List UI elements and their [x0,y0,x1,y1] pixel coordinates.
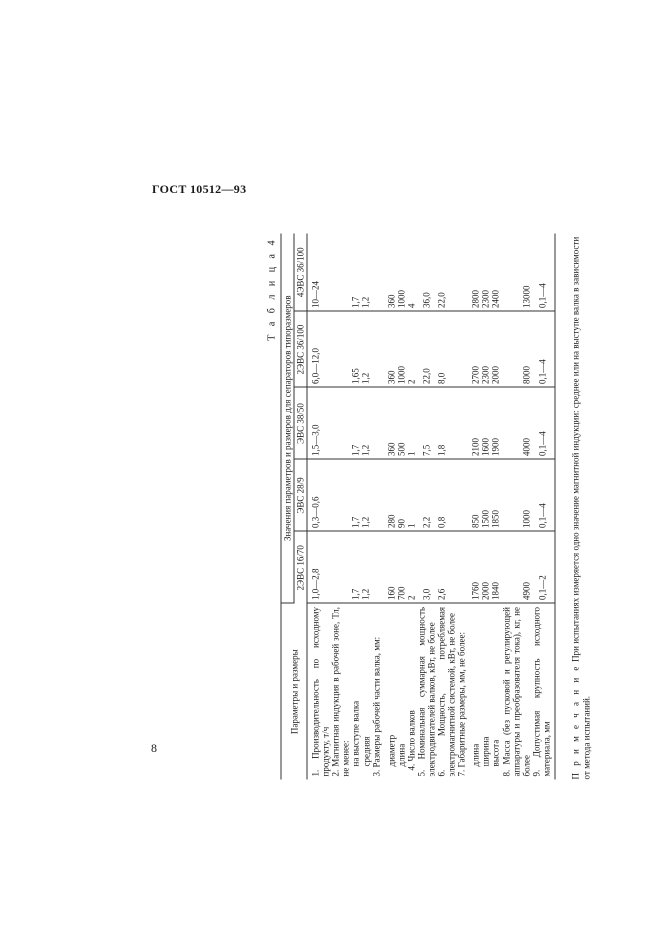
cell-value: 0,3—0,6 [307,460,331,532]
table-row [437,233,457,779]
cell-value: 1500 [480,510,491,528]
cell-value: 700 [396,586,407,600]
type-header: 4ЭВС 36/100 [294,233,307,311]
cell-value: 2400 [490,290,501,308]
cell-value: 1,7 [350,444,361,456]
cell-value: 7,5 [416,388,436,460]
cell-value: 1900 [490,438,501,456]
cell-value: 13000 [501,233,531,311]
cell-value: 1,2 [360,444,371,456]
row-label: 7. Габаритные размеры, мм, не более: [456,632,467,777]
table-row [371,233,406,779]
row-label: 9. Допустимая крупность исходного материала, мм [531,607,552,777]
param-column-header: Параметры и размеры [281,604,307,780]
cell-value: 1840 [490,582,501,600]
cell-value: 2000 [490,366,501,384]
cell-value: 1 [406,388,416,460]
cell-value: 850 [470,514,481,528]
row-label: 5. Номинальная суммарная мощность электродвигателей валков, кВт, не более [416,607,437,777]
table-row [406,233,416,779]
table-row [531,233,555,779]
cell-value: 1760 [470,582,481,600]
table-row [501,233,531,779]
table-row [331,233,371,779]
cell-value: 2300 [480,366,491,384]
table-title: Т а б л и ц а 4 [266,237,278,341]
cell-value: 500 [396,442,407,456]
cell-value: 1000 [396,366,407,384]
cell-value: 0,1—4 [531,388,555,460]
cell-value: 3,0 [416,532,436,604]
cell-value: 1,5—3,0 [307,388,331,460]
cell-value: 1,2 [360,372,371,384]
cell-value: 1,7 [350,296,361,308]
cell-value: 1,65 [350,368,361,384]
cell-value: 1000 [396,290,407,308]
row-label: 2. Магнитная индукция в рабочей зоне, Тл, не менее: [330,607,351,777]
table-row [416,233,436,779]
cell-value: 22,0 [416,312,436,388]
cell-value: 2 [406,532,416,604]
cell-value: 1 [406,460,416,532]
cell-value: 1850 [490,510,501,528]
cell-value: 8000 [501,312,531,388]
cell-value: 10—24 [307,233,331,311]
cell-value: 1,2 [360,296,371,308]
cell-value: 4900 [501,532,531,604]
cell-value: 360 [386,294,397,308]
type-header: ЭВС 28/9 [294,460,307,532]
cell-value: 6,0—12,0 [307,312,331,388]
cell-value: 2700 [470,366,481,384]
page-number: 8 [151,741,157,755]
row-label: 3. Размеры рабочей части валка, мм: [371,636,382,777]
rotated-table-block [265,234,600,780]
cell-value: 2000 [480,582,491,600]
cell-value: 0,8 [437,460,457,532]
row-sublabel: ширина [480,736,491,767]
cell-value: 0,1—4 [531,312,555,388]
table-row [457,233,501,779]
row-label: 8. Масса (без пусковой и регулирующей аппаратуры и преобразователя тока), кг, не более [501,607,532,777]
document-code: ГОСТ 10512—93 [152,182,247,196]
table-note [571,234,594,780]
cell-value: 8,0 [437,312,457,388]
row-sublabel: диаметр [386,734,397,767]
type-header: 2ЭВС 16/70 [294,532,307,604]
cell-value: 1000 [501,460,531,532]
row-sublabel: на выступе валка [350,700,361,767]
cell-value: 0,1—2 [531,532,555,604]
row-label: 6. Мощность, потребляемая электромагнитной системой, кВт, не более [436,607,457,777]
type-header: 2ЭВС 36/100 [294,312,307,388]
row-sublabel: длина [396,743,407,767]
row-sublabel: длина [470,743,481,767]
cell-value: 2100 [470,438,481,456]
cell-value: 360 [386,442,397,456]
cell-value: 90 [396,519,407,528]
row-sublabel: высота [490,739,501,767]
group-header: Значения параметров и размеров для сепараторов типоразмеров [281,233,294,603]
cell-value: 4 [406,233,416,311]
cell-value: 0,1—4 [531,460,555,532]
cell-value: 1,7 [350,516,361,528]
cell-value: 2800 [470,290,481,308]
cell-value: 1,8 [437,388,457,460]
cell-value: 360 [386,370,397,384]
cell-value: 1,7 [350,588,361,600]
note-label: П р и м е ч а н и е [570,664,581,780]
cell-value: 2,2 [416,460,436,532]
cell-value: 280 [386,514,397,528]
cell-value: 36,0 [416,233,436,311]
row-label: 4. Число валков [406,710,417,771]
type-header: ЭВС 38/50 [294,388,307,460]
cell-value: 2,6 [437,532,457,604]
cell-value: 4000 [501,388,531,460]
cell-value: 22,0 [437,233,457,311]
cell-value: 2 [406,312,416,388]
note-text: При испытаниях измеряется одно значение магнитной индукции: среднее или на выступе валка в зависимости от метода испытаний. [570,236,592,780]
row-label: 1. Производительность по исходному продукту, т/ч [310,607,331,777]
cell-value: 1,2 [360,516,371,528]
cell-value: 2300 [480,290,491,308]
cell-value: 1,2 [360,588,371,600]
cell-value: 160 [386,586,397,600]
table-row [307,233,331,779]
parameters-table [281,233,556,779]
row-sublabel: средняя [361,736,372,767]
cell-value: 1600 [480,438,491,456]
cell-value: 0,1—4 [531,233,555,311]
cell-value: 1,0—2,8 [307,532,331,604]
